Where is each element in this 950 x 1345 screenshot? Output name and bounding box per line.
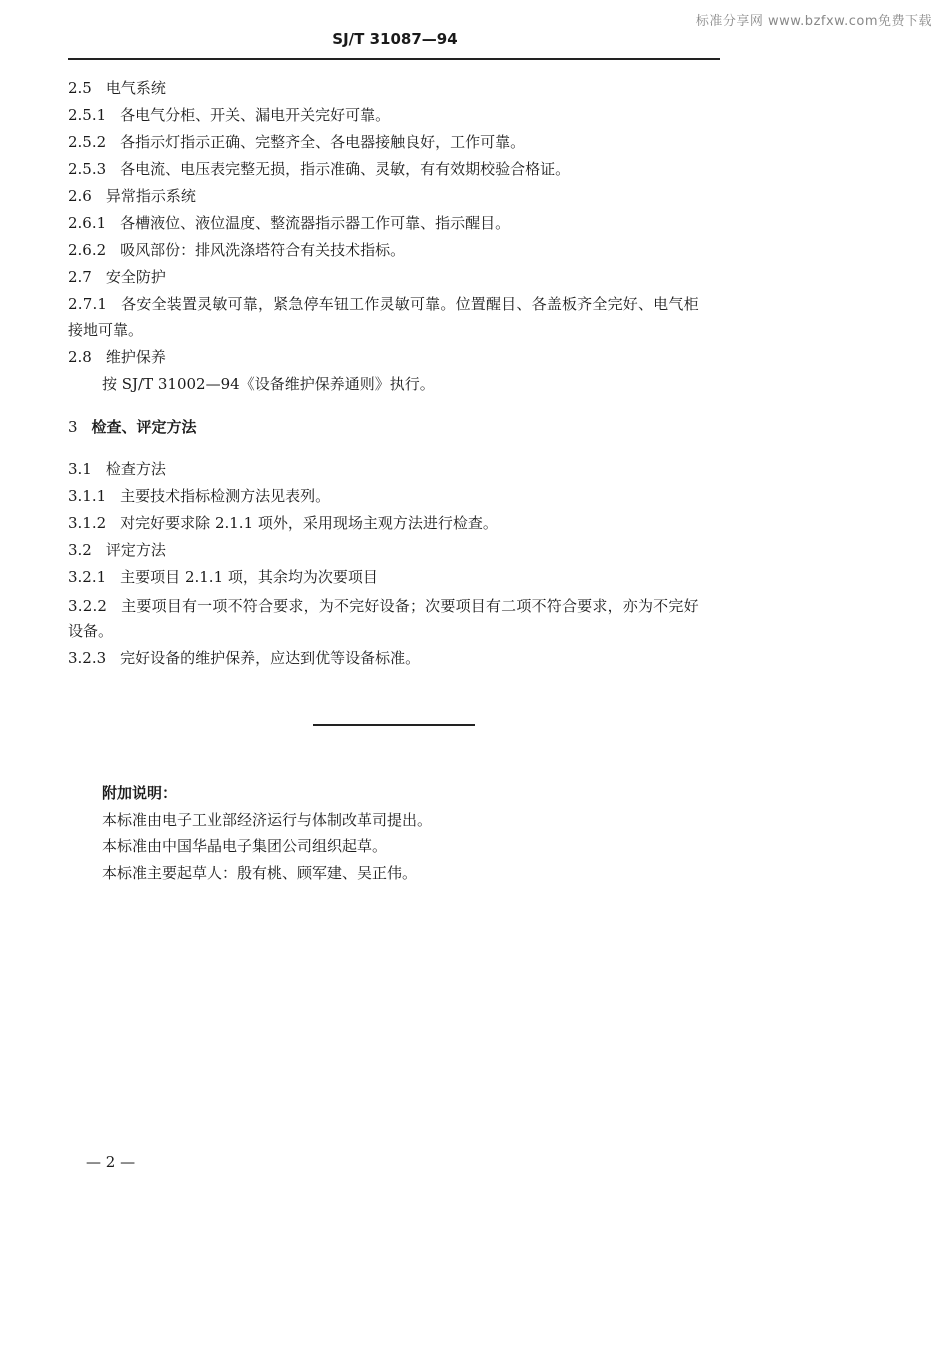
clause-text: 对完好要求除 2.1.1 项外，采用现场主观方法进行检查。 [120,514,498,532]
clause-number: 2.7.1 [68,295,108,313]
clause-2-7-1-continued [68,320,143,340]
clause-2-6-1 [68,213,510,233]
clause-number: 3.2 [68,541,92,559]
clause-2-5-3 [68,159,570,179]
clause-number: 3.1.2 [68,514,107,532]
standard-code-header: SJ/T 31087—94 [332,30,458,48]
clause-number: 2.5.2 [68,133,107,151]
clause-text: 主要项目 2.1.1 项，其余均为次要项目 [120,568,378,586]
clause-2-7 [68,267,166,287]
clause-2-6 [68,186,196,206]
clause-number: 2.7 [68,268,92,286]
clause-3-2-2-continued [68,621,113,641]
note-drafters: 本标准主要起草人：殷有桃、顾军建、吴正伟。 [102,864,418,882]
clause-number: 2.5.1 [68,106,107,124]
clause-3-2-2 [68,596,699,616]
clause-number: 2.6.1 [68,214,107,232]
clause-3-2-1 [68,567,378,587]
section-number: 3 [68,418,78,436]
clause-3-2-3 [68,648,420,668]
clause-text: 各电流、电压表完整无损，指示准确、灵敏，有有效期校验合格证。 [120,160,571,178]
clause-text: 安全防护 [105,268,166,286]
note-proposer: 本标准由电子工业部经济运行与体制改革司提出。 [102,811,433,829]
clause-number: 3.2.1 [68,568,107,586]
clause-text: 各槽液位、液位温度、整流器指示器工作可靠、指示醒目。 [120,214,511,232]
clause-number: 2.6.2 [68,241,107,259]
clause-2-5-2 [68,132,525,152]
section-title: 检查、评定方法 [91,418,197,436]
clause-number: 3.2.2 [68,597,108,615]
clause-text: 各电气分柜、开关、漏电开关完好可靠。 [120,106,391,124]
clause-text: 吸风部份：排风洗涤塔符合有关技术指标。 [120,241,406,259]
clause-text: 电气系统 [105,79,166,97]
clause-2-8 [68,347,166,367]
clause-number: 3.2.3 [68,649,107,667]
clause-2-7-1 [68,294,699,314]
header-divider [68,58,720,60]
note-drafter-organization: 本标准由中国华晶电子集团公司组织起草。 [102,837,388,855]
page-number: — 2 — [86,1153,136,1171]
clause-3-2 [68,540,166,560]
notes-heading: 附加说明： [102,784,178,802]
clause-2-5-1 [68,105,390,125]
clause-text: 完好设备的维护保养，应达到优等设备标准。 [120,649,421,667]
clause-number: 3.1.1 [68,487,107,505]
clause-3-1 [68,459,166,479]
section-3-heading [68,417,197,437]
clause-3-1-2 [68,513,498,533]
end-of-text-rule [313,724,475,726]
clause-text: 维护保养 [105,348,166,366]
clause-text: 检查方法 [105,460,166,478]
clause-number: 2.5 [68,79,92,97]
clause-text: 各安全装置灵敏可靠，紧急停车钮工作灵敏可靠。位置醒目、各盖板齐全完好、电气柜 [121,295,699,313]
clause-text: 按 SJ/T 31002—94《设备维护保养通则》执行。 [102,375,435,393]
watermark-text: 标准分享网 www.bzfxw.com免费下载 [695,14,932,29]
clause-number: 3.1 [68,460,92,478]
clause-text: 设备。 [68,622,114,640]
clause-text: 评定方法 [105,541,166,559]
clause-text: 主要项目有一项不符合要求，为不完好设备；次要项目有二项不符合要求，亦为不完好 [121,597,699,615]
clause-text: 各指示灯指示正确、完整齐全、各电器接触良好，工作可靠。 [120,133,526,151]
clause-text: 主要技术指标检测方法见表列。 [120,487,331,505]
clause-number: 2.8 [68,348,92,366]
clause-2-5 [68,78,166,98]
clause-text: 异常指示系统 [105,187,196,205]
clause-number: 2.5.3 [68,160,107,178]
clause-2-8-body [102,374,435,394]
clause-3-1-1 [68,486,330,506]
clause-text: 接地可靠。 [68,321,144,339]
clause-2-6-2 [68,240,405,260]
clause-number: 2.6 [68,187,92,205]
